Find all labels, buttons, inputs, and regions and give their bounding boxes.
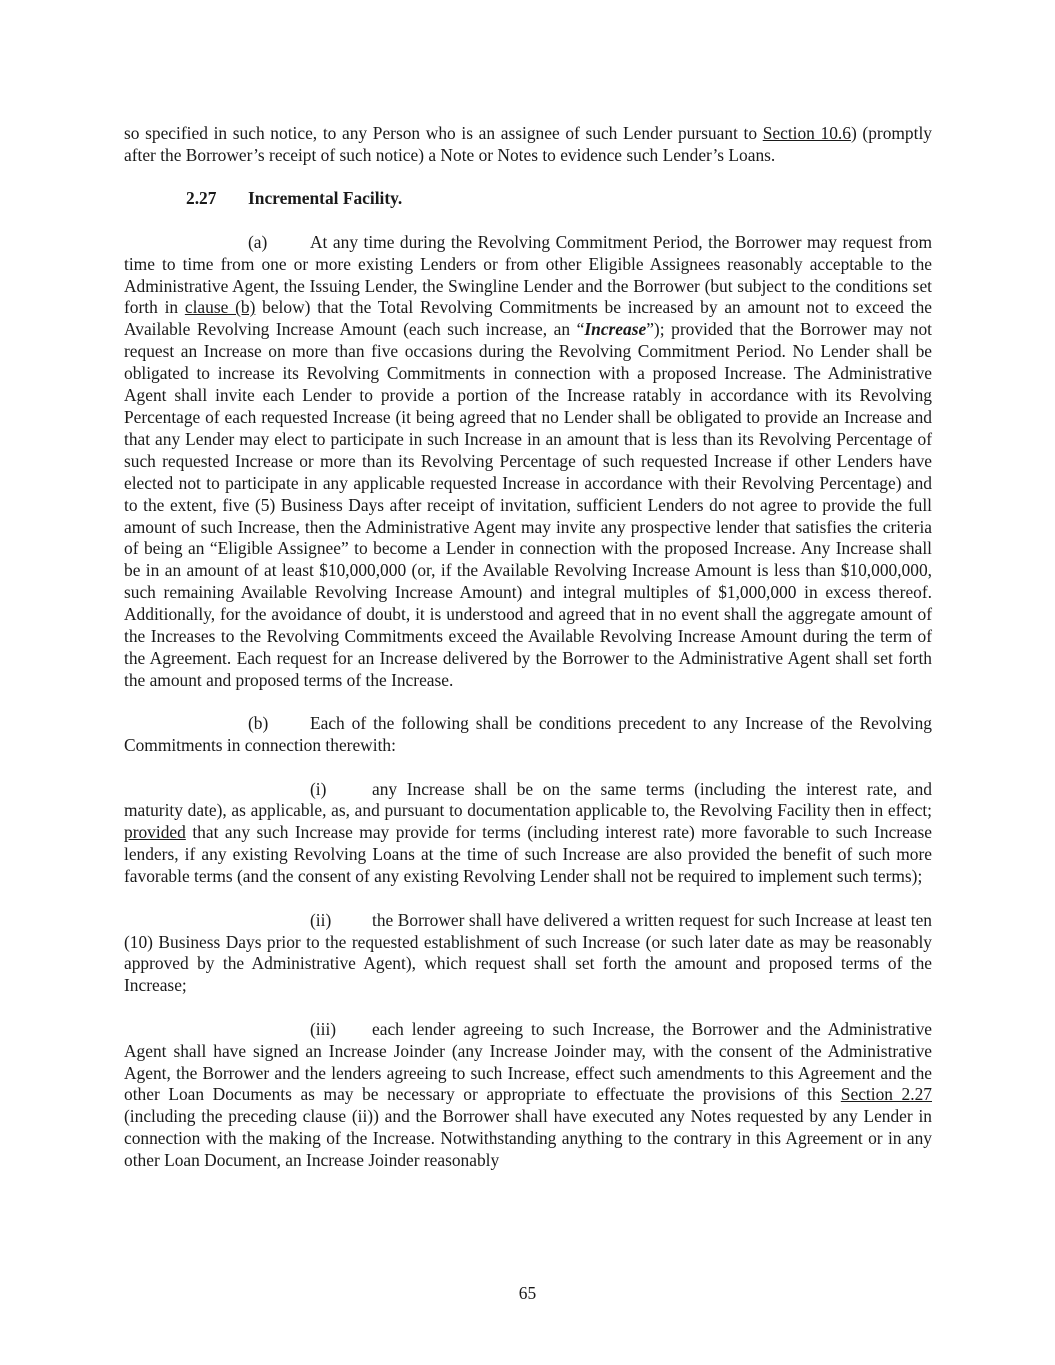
item-ii: (ii) the Borrower shall have delivered a written request for such Increase at least ten (10) Business Days prior to the requested establishment of such Increase (or such later date as may be reasonably approved by the Administrative Agent), which request shall set forth the amount and proposed terms of the Increase; — [124, 909, 932, 996]
section-reference: Section 10.6 — [762, 123, 851, 143]
section-heading — [186, 188, 932, 210]
paragraph-a: (a) At any time during the Revolving Commitment Period, the Borrower may request from time to time from one or more existing Lenders or from other Eligible Assignees reasonably acceptable to the Administrative Agent, the Issuing Lender, the Swingline Lender and the Borrower (but subject to the conditions set forth in clause (b) below) that the Total Revolving Commitments be increased by an amount not to exceed the Available Revolving Increase Amount (each such increase, an “Increase”); provided that the Borrower may not request an Increase on more than five occasions during the Revolving Commitment Period. No Lender shall be obligated to increase its Revolving Commitments in connection with a proposed Increase. The Administrative Agent shall invite each Lender to provide a portion of the Increase ratably in accordance with its Revolving Percentage of each requested Increase (it being agreed that no Lender shall be obligated to provide an Increase and that any Lender may elect to participate in such Increase in an amount that is less than its Revolving Percentage of such requested Increase or more than its Revolving Percentage of such requested Increase if other Lenders have elected not to participate in any applicable requested Increase in accordance with their Revolving Percentage) and to the extent, five (5) Business Days after receipt of invitation, sufficient Lenders do not agree to provide the full amount of such Increase, then the Administrative Agent may invite any prospective lender that satisfies the criteria of being an “Eligible Assignee” to become a Lender in connection with the proposed Increase. Any Increase shall be in an amount of at least $10,000,000 (or, if the Available Revolving Increase Amount is less than $10,000,000, such remaining Available Revolving Increase Amount) and integral multiples of $1,000,000 in excess thereof. Additionally, for the avoidance of doubt, it is understood and agreed that in no event shall the aggregate amount of the Increases to the Revolving Commitments exceed the Available Revolving Increase Amount during the term of the Agreement. Each request for an Increase delivered by the Borrower to the Administrative Agent shall set forth the amount and proposed terms of the Increase. — [124, 231, 933, 690]
section-reference: Section 2.27 — [840, 1084, 932, 1105]
section-number: 2.27 — [186, 188, 217, 209]
item-marker: (i) — [310, 778, 327, 799]
paragraph-b: (b) Each of the following shall be conditions precedent to any Increase of the Revolving Commitments in connection therewith: — [124, 713, 932, 756]
item-marker: (iii) — [310, 1018, 337, 1039]
item-marker: (ii) — [310, 909, 332, 930]
provided-term: provided — [124, 822, 186, 843]
clause-reference: clause (b) — [184, 297, 256, 318]
page-number: 65 — [518, 1283, 537, 1303]
item-iii: (iii) each lender agreeing to such Increase, the Borrower and the Administrative Agent shall have signed an Increase Joinder (any Increase Joinder may, with the consent of the Administrative Agent, the Borrower and the lenders agreeing to such Increase, effect such amendments to this Agreement and the other Loan Documents as may be necessary or appropriate to effectuate the provisions of this Section 2.27 (including the preceding clause (ii)) and the Borrower shall have executed any Notes requested by any Lender in connection with the making of the Increase. Notwithstanding anything to the contrary in this Agreement or in any other Loan Document, an Increase Joinder reasonably — [124, 1018, 932, 1171]
document-body — [124, 123, 932, 1172]
paragraph-marker: (b) — [248, 713, 269, 734]
continuation-paragraph: so specified in such notice, to any Person who is an assignee of such Lender pursuant to Section 10.6) (promptly after the Borrower’s receipt of such notice) a Note or Notes to evidence such Lender’s Loans. — [124, 123, 932, 165]
section-title: Incremental Facility. — [248, 188, 403, 209]
item-i: (i) any Increase shall be on the same terms (including the interest rate, and maturity date), as applicable, as, and pursuant to documentation applicable to, the Revolving Facility then in effect; provided that any such Increase may provide for terms (including interest rate) more favorable to such Increase lenders, if any existing Revolving Loans at the time of such Increase are also provided the benefit of such more favorable terms (and the consent of any existing Revolving Lender shall not be required to implement such terms); — [124, 778, 932, 887]
defined-term: Increase — [584, 319, 647, 340]
paragraph-marker: (a) — [248, 231, 268, 252]
